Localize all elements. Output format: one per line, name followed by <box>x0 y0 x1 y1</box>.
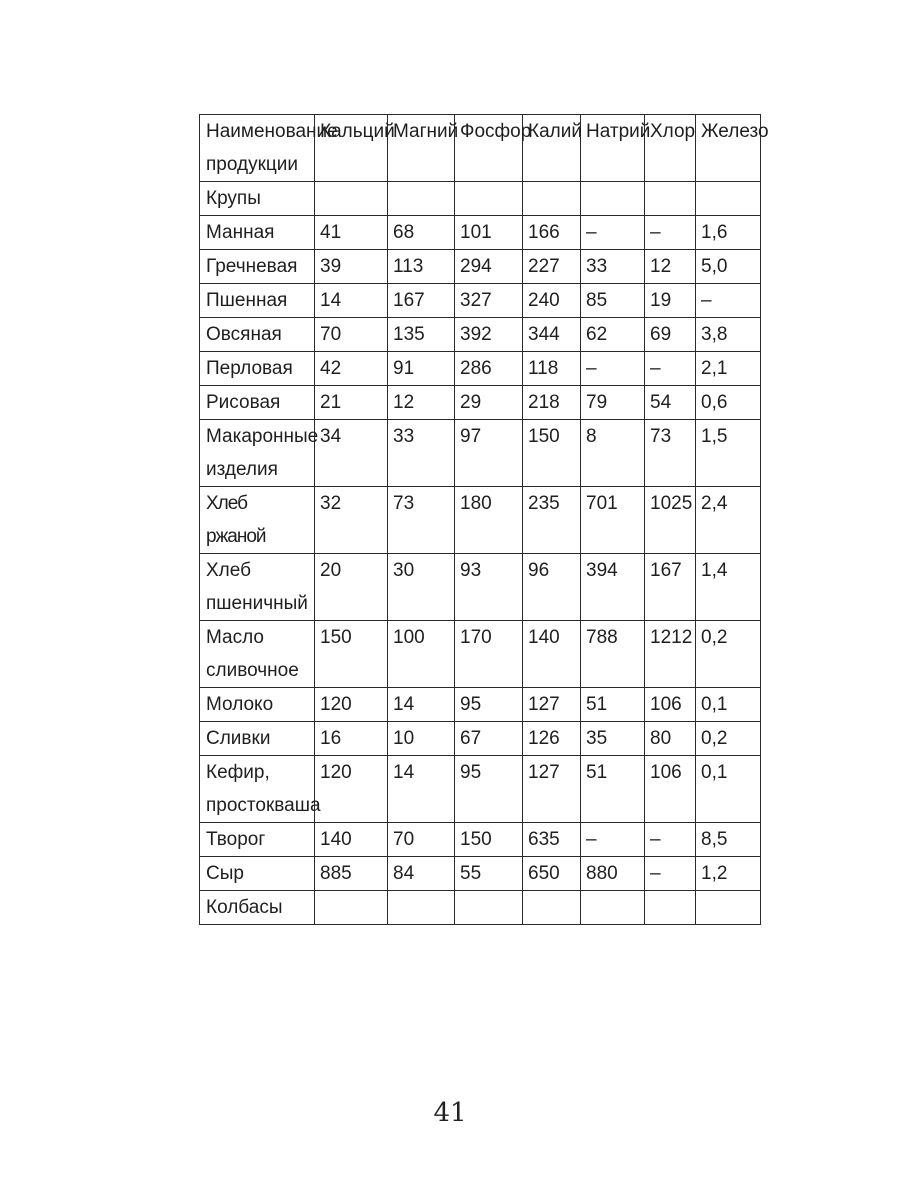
cell-chlorine: – <box>645 823 696 857</box>
cell-product: Крупы <box>200 182 315 216</box>
cell-product: Творог <box>200 823 315 857</box>
cell-product: Сливки <box>200 722 315 756</box>
cell-sodium: 35 <box>581 722 645 756</box>
cell-chlorine: 1025 <box>645 487 696 554</box>
cell-potassium: 126 <box>523 722 581 756</box>
cell-iron: 3,8 <box>696 318 761 352</box>
cell-potassium: 240 <box>523 284 581 318</box>
cell-magnesium: 30 <box>388 554 455 621</box>
table-row <box>200 891 761 925</box>
cell-calcium: 120 <box>315 756 388 823</box>
cell-sodium: 701 <box>581 487 645 554</box>
cell-calcium: 39 <box>315 250 388 284</box>
cell-potassium: 140 <box>523 621 581 688</box>
table-row <box>200 621 761 688</box>
col-header-sodium: Натрий <box>581 115 645 182</box>
cell-chlorine: 167 <box>645 554 696 621</box>
col-header-phosphorus: Фосфор <box>455 115 523 182</box>
cell-sodium: 394 <box>581 554 645 621</box>
cell-phosphorus: 55 <box>455 857 523 891</box>
header-row <box>200 115 761 182</box>
cell-phosphorus: 327 <box>455 284 523 318</box>
cell-iron: 1,2 <box>696 857 761 891</box>
cell-phosphorus: 97 <box>455 420 523 487</box>
cell-chlorine: 106 <box>645 756 696 823</box>
cell-potassium: 127 <box>523 688 581 722</box>
cell-calcium: 885 <box>315 857 388 891</box>
cell-magnesium: 14 <box>388 688 455 722</box>
cell-potassium: 235 <box>523 487 581 554</box>
cell-calcium: 42 <box>315 352 388 386</box>
cell-sodium: 788 <box>581 621 645 688</box>
cell-magnesium: 135 <box>388 318 455 352</box>
table-row <box>200 182 761 216</box>
cell-sodium: – <box>581 216 645 250</box>
cell-chlorine: 69 <box>645 318 696 352</box>
cell-calcium: 70 <box>315 318 388 352</box>
cell-iron: 1,6 <box>696 216 761 250</box>
cell-iron: 0,1 <box>696 688 761 722</box>
cell-phosphorus: 294 <box>455 250 523 284</box>
cell-magnesium <box>388 891 455 925</box>
cell-potassium: 96 <box>523 554 581 621</box>
cell-sodium: 8 <box>581 420 645 487</box>
col-header-chlorine: Хлор <box>645 115 696 182</box>
cell-sodium: – <box>581 352 645 386</box>
cell-sodium: 79 <box>581 386 645 420</box>
cell-magnesium: 10 <box>388 722 455 756</box>
cell-phosphorus <box>455 891 523 925</box>
cell-iron: 0,2 <box>696 621 761 688</box>
cell-potassium: 118 <box>523 352 581 386</box>
cell-phosphorus: 286 <box>455 352 523 386</box>
cell-chlorine: 54 <box>645 386 696 420</box>
cell-chlorine: 106 <box>645 688 696 722</box>
mineral-content-table <box>199 114 769 925</box>
cell-phosphorus: 170 <box>455 621 523 688</box>
cell-phosphorus: 95 <box>455 688 523 722</box>
table-row <box>200 857 761 891</box>
cell-calcium: 32 <box>315 487 388 554</box>
cell-phosphorus: 29 <box>455 386 523 420</box>
cell-iron <box>696 182 761 216</box>
cell-magnesium: 73 <box>388 487 455 554</box>
cell-phosphorus: 150 <box>455 823 523 857</box>
cell-chlorine: 12 <box>645 250 696 284</box>
cell-calcium: 120 <box>315 688 388 722</box>
cell-potassium: 127 <box>523 756 581 823</box>
table-row <box>200 554 761 621</box>
cell-phosphorus: 95 <box>455 756 523 823</box>
cell-calcium: 150 <box>315 621 388 688</box>
table-body <box>200 182 761 925</box>
cell-magnesium <box>388 182 455 216</box>
cell-iron: 2,1 <box>696 352 761 386</box>
cell-product: Овсяная <box>200 318 315 352</box>
col-header-iron: Железо <box>696 115 761 182</box>
cell-product: Перловая <box>200 352 315 386</box>
cell-magnesium: 113 <box>388 250 455 284</box>
cell-calcium: 34 <box>315 420 388 487</box>
cell-calcium: 16 <box>315 722 388 756</box>
table-row <box>200 318 761 352</box>
col-header-product: Наименование продукции <box>200 115 315 182</box>
cell-chlorine <box>645 891 696 925</box>
cell-phosphorus: 67 <box>455 722 523 756</box>
col-header-calcium: Кальций <box>315 115 388 182</box>
cell-product: Гречневая <box>200 250 315 284</box>
cell-calcium: 41 <box>315 216 388 250</box>
cell-product: Хлеб пшеничный <box>200 554 315 621</box>
cell-product: Масло сливочное <box>200 621 315 688</box>
cell-iron: 0,1 <box>696 756 761 823</box>
cell-iron: 2,4 <box>696 487 761 554</box>
table-row <box>200 352 761 386</box>
cell-calcium <box>315 182 388 216</box>
cell-product: Сыр <box>200 857 315 891</box>
cell-iron: 5,0 <box>696 250 761 284</box>
table-row <box>200 216 761 250</box>
cell-sodium <box>581 182 645 216</box>
cell-phosphorus <box>455 182 523 216</box>
cell-iron: 8,5 <box>696 823 761 857</box>
cell-iron: 1,5 <box>696 420 761 487</box>
cell-product: Колбасы <box>200 891 315 925</box>
cell-chlorine: 1212 <box>645 621 696 688</box>
cell-potassium: 344 <box>523 318 581 352</box>
cell-sodium: 51 <box>581 756 645 823</box>
cell-calcium: 21 <box>315 386 388 420</box>
cell-potassium <box>523 182 581 216</box>
cell-product: Молоко <box>200 688 315 722</box>
table-row <box>200 722 761 756</box>
cell-sodium <box>581 891 645 925</box>
cell-sodium: 85 <box>581 284 645 318</box>
cell-magnesium: 84 <box>388 857 455 891</box>
table-row <box>200 386 761 420</box>
cell-magnesium: 33 <box>388 420 455 487</box>
cell-potassium: 635 <box>523 823 581 857</box>
table-row <box>200 487 761 554</box>
cell-sodium: 62 <box>581 318 645 352</box>
cell-iron: – <box>696 284 761 318</box>
cell-potassium: 166 <box>523 216 581 250</box>
cell-calcium: 20 <box>315 554 388 621</box>
table-row <box>200 823 761 857</box>
cell-potassium: 150 <box>523 420 581 487</box>
cell-iron: 0,2 <box>696 722 761 756</box>
cell-product: Манная <box>200 216 315 250</box>
cell-magnesium: 100 <box>388 621 455 688</box>
table-row <box>200 250 761 284</box>
cell-chlorine: 19 <box>645 284 696 318</box>
cell-potassium: 218 <box>523 386 581 420</box>
cell-magnesium: 68 <box>388 216 455 250</box>
cell-potassium: 650 <box>523 857 581 891</box>
cell-potassium <box>523 891 581 925</box>
table-row <box>200 756 761 823</box>
cell-magnesium: 91 <box>388 352 455 386</box>
table-row <box>200 420 761 487</box>
cell-calcium: 14 <box>315 284 388 318</box>
cell-magnesium: 70 <box>388 823 455 857</box>
cell-phosphorus: 101 <box>455 216 523 250</box>
cell-product: Рисовая <box>200 386 315 420</box>
col-header-magnesium: Магний <box>388 115 455 182</box>
cell-magnesium: 14 <box>388 756 455 823</box>
cell-phosphorus: 392 <box>455 318 523 352</box>
cell-sodium: 880 <box>581 857 645 891</box>
cell-calcium <box>315 891 388 925</box>
cell-iron: 1,4 <box>696 554 761 621</box>
col-header-potassium: Калий <box>523 115 581 182</box>
table-row <box>200 284 761 318</box>
cell-chlorine: – <box>645 352 696 386</box>
cell-chlorine <box>645 182 696 216</box>
cell-calcium: 140 <box>315 823 388 857</box>
cell-phosphorus: 180 <box>455 487 523 554</box>
cell-chlorine: 80 <box>645 722 696 756</box>
cell-chlorine: 73 <box>645 420 696 487</box>
cell-product: Кефир, простокваша <box>200 756 315 823</box>
cell-sodium: 51 <box>581 688 645 722</box>
cell-iron: 0,6 <box>696 386 761 420</box>
cell-chlorine: – <box>645 216 696 250</box>
cell-chlorine: – <box>645 857 696 891</box>
cell-phosphorus: 93 <box>455 554 523 621</box>
cell-product: Макаронные изделия <box>200 420 315 487</box>
cell-product: Пшенная <box>200 284 315 318</box>
cell-sodium: – <box>581 823 645 857</box>
page-number: 41 <box>433 1098 467 1128</box>
cell-product: Хлеб ржаной <box>200 487 315 554</box>
cell-potassium: 227 <box>523 250 581 284</box>
cell-magnesium: 167 <box>388 284 455 318</box>
cell-sodium: 33 <box>581 250 645 284</box>
cell-iron <box>696 891 761 925</box>
table-row <box>200 688 761 722</box>
cell-magnesium: 12 <box>388 386 455 420</box>
